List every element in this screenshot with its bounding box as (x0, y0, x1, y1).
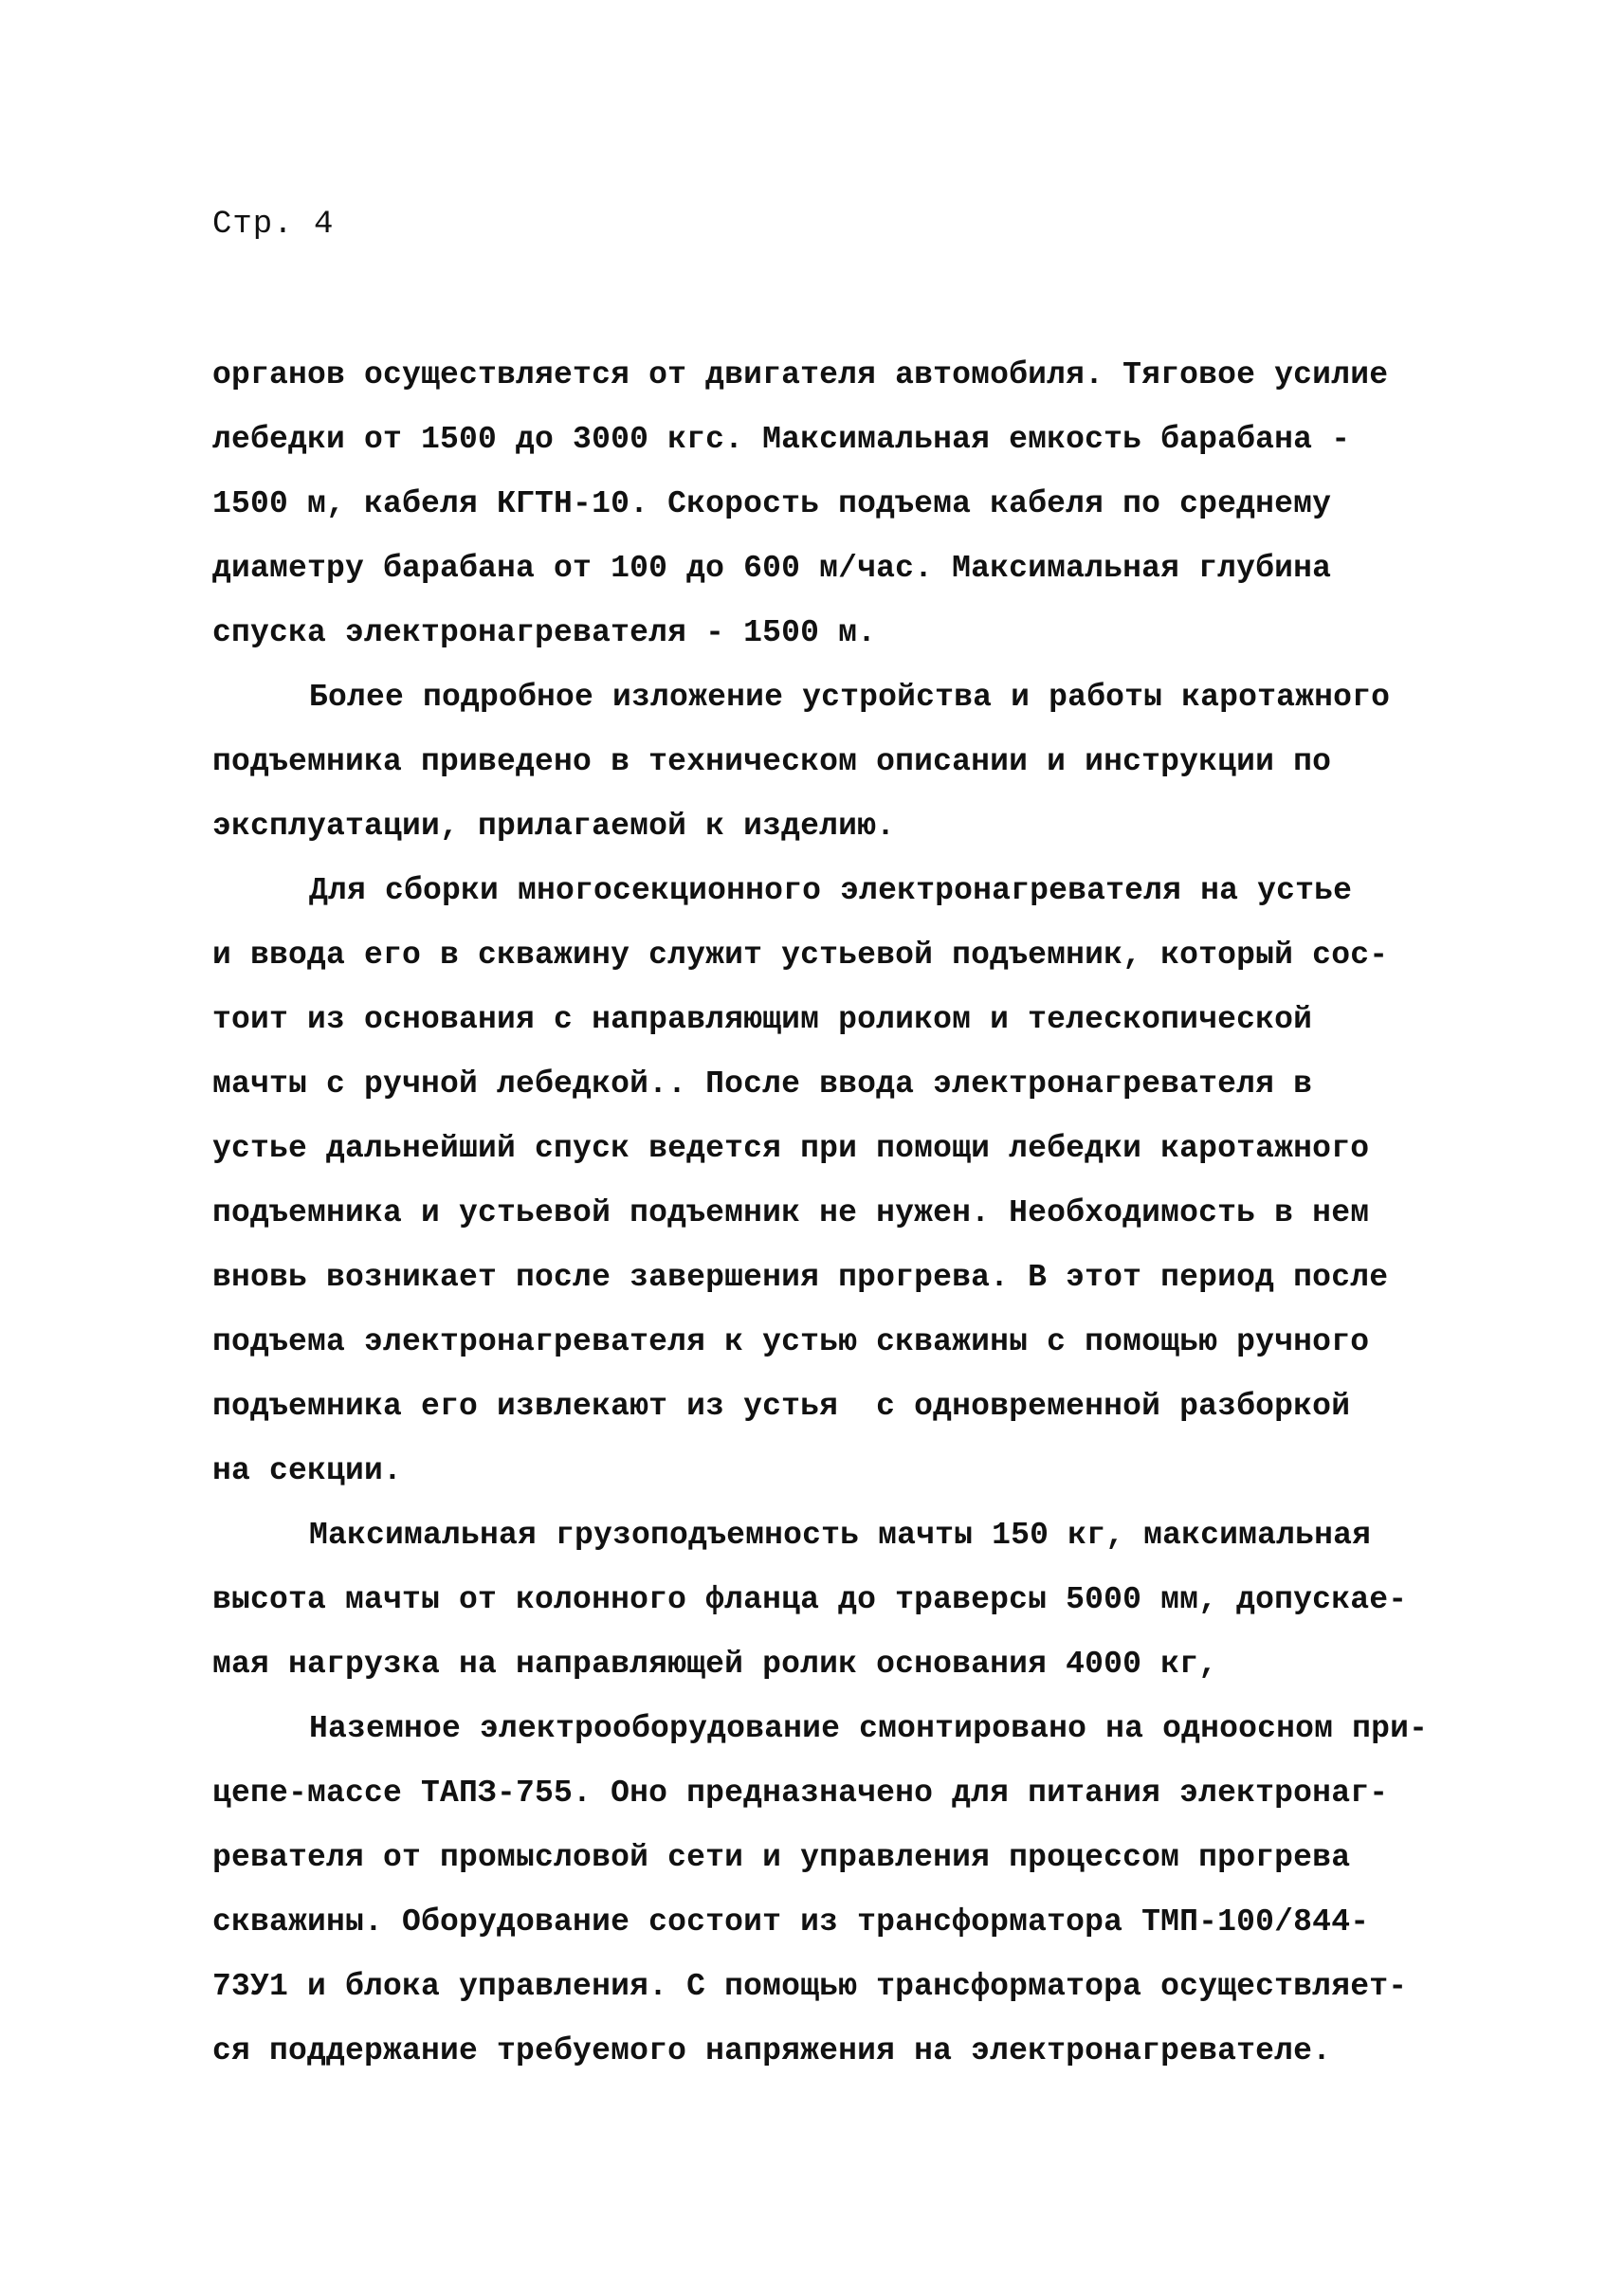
text-line: подъема электронагревателя к устью скважины с помощью ручного (212, 1324, 1370, 1359)
text-line: эксплуатации, прилагаемой к изделию. (212, 809, 896, 844)
text-line: ся поддержание требуемого напряжения на электронагревателе. (212, 2033, 1332, 2068)
text-line: цепе-массе ТАПЗ-755. Оно предназначено для питания электронаг- (212, 1776, 1389, 1811)
text-line: ревателя от промысловой сети и управления процессом прогрева (212, 1840, 1351, 1875)
text-line: органов осуществляется от двигателя автомобиля. Тяговое усилие (212, 357, 1389, 392)
text-line: мачты с ручной лебедкой.. После ввода электронагревателя в (212, 1066, 1313, 1102)
text-line: скважины. Оборудование состоит из трансформатора ТМП-100/844- (212, 1904, 1370, 1940)
paragraph-start: Наземное электрооборудование смонтировано на одноосном при- (309, 1711, 1429, 1746)
paragraph-start: Максимальная грузоподъемность мачты 150 кг, максимальная (309, 1518, 1372, 1553)
text-line: 1500 м, кабеля КГТН-10. Скорость подъема кабеля по среднему (212, 486, 1332, 521)
paragraph-start: Для сборки многосекционного электронагревателя на устье (309, 873, 1353, 908)
text-line: на секции. (212, 1453, 403, 1488)
text-line: вновь возникает после завершения прогрева. В этот период после (212, 1260, 1389, 1295)
text-line: диаметру барабана от 100 до 600 м/час. Максимальная глубина (212, 551, 1332, 586)
paragraph-start: Более подробное изложение устройства и работы каротажного (309, 680, 1391, 715)
text-line: подъемника приведено в техническом описании и инструкции по (212, 744, 1332, 779)
text-line: спуска электронагревателя - 1500 м. (212, 615, 877, 650)
text-line: высота мачты от колонного фланца до траверсы 5000 мм, допускае- (212, 1582, 1408, 1617)
body-text (212, 343, 1435, 2084)
text-line: тоит из основания с направляющим роликом и телескопической (212, 1002, 1313, 1037)
page-number: Стр. 4 (212, 207, 335, 243)
text-line: мая нагрузка на направляющей ролик основания 4000 кг, (212, 1647, 1218, 1682)
text-line: устье дальнейший спуск ведется при помощи лебедки каротажного (212, 1131, 1370, 1166)
text-line: лебедки от 1500 до 3000 кгс. Максимальная емкость барабана - (212, 422, 1351, 457)
text-line: подъемника и устьевой подъемник не нужен. Необходимость в нем (212, 1195, 1370, 1230)
text-line: и ввода его в скважину служит устьевой подъемник, который сос- (212, 938, 1389, 973)
text-line: 73У1 и блока управления. С помощью трансформатора осуществляет- (212, 1969, 1408, 2004)
text-line: подъемника его извлекают из устья с одновременной разборкой (212, 1389, 1351, 1424)
